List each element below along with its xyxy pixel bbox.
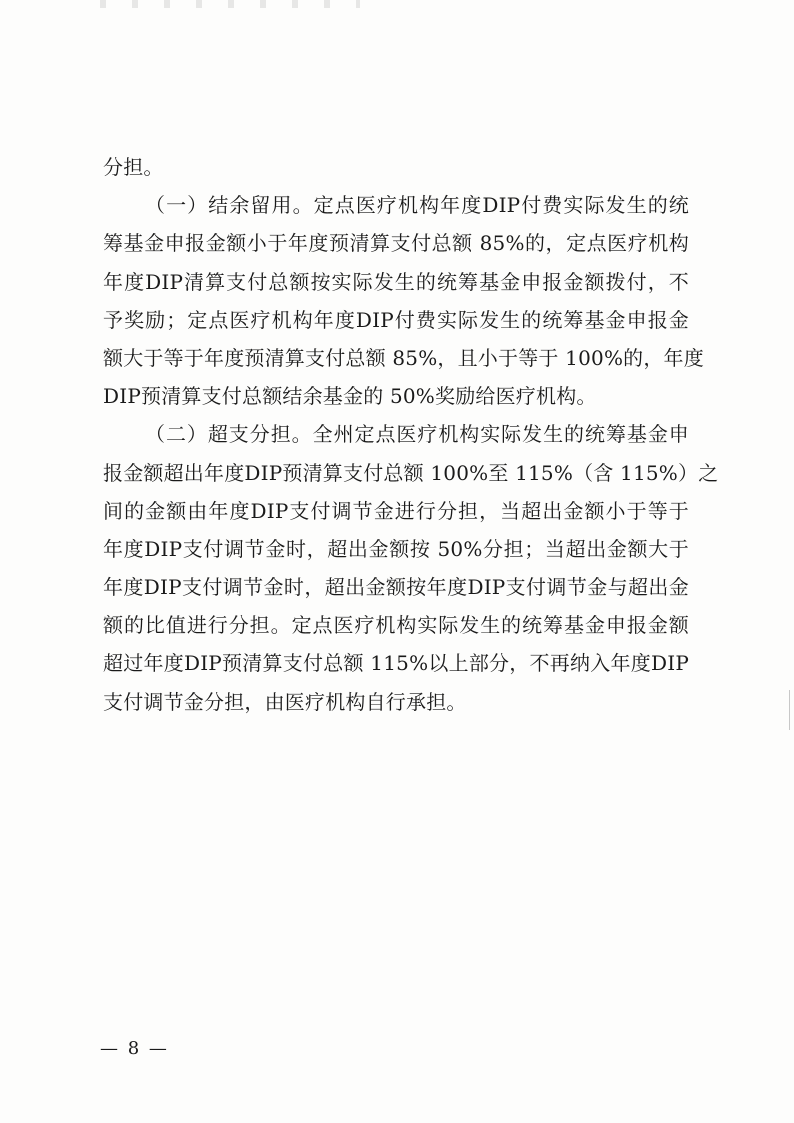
paragraph-line: 间的金额由年度DIP支付调节金进行分担，当超出金额小于等于: [103, 498, 689, 523]
paragraph-line: 筹基金申报金额小于年度预清算支付总额 85%的，定点医疗机构: [103, 231, 689, 256]
paragraph-line: （二）超支分担。全州定点医疗机构实际发生的统筹基金申: [145, 422, 689, 447]
body-text: [103, 148, 719, 721]
paragraph-line: （一）结余留用。定点医疗机构年度DIP付费实际发生的统: [145, 193, 689, 218]
paragraph-line: 予奖励；定点医疗机构年度DIP付费实际发生的统筹基金申报金: [103, 307, 689, 332]
paragraph-line: 年度DIP清算支付总额按实际发生的统筹基金申报金额拨付，不: [103, 269, 689, 294]
paragraph-line: 额的比值进行分担。定点医疗机构实际发生的统筹基金申报金额: [103, 613, 689, 638]
paragraph-line: 额大于等于年度预清算支付总额 85%，且小于等于 100%的，年度: [103, 345, 704, 370]
scan-top-marks: [100, 0, 360, 8]
paragraph-line: 支付调节金分担，由医疗机构自行承担。: [103, 689, 467, 714]
page-number: — 8 —: [100, 1038, 169, 1059]
paragraph-line: DIP预清算支付总额结余基金的 50%奖励给医疗机构。: [103, 384, 597, 409]
paragraph-line: 年度DIP支付调节金时，超出金额按 50%分担；当超出金额大于: [103, 536, 689, 561]
paragraph-line: 报金额超出年度DIP预清算支付总额 100%至 115%（含 115%）之: [103, 460, 719, 485]
paragraph-line: 年度DIP支付调节金时，超出金额按年度DIP支付调节金与超出金: [103, 575, 689, 600]
paragraph-line: 分担。: [103, 155, 164, 179]
paragraph-line: 超过年度DIP预清算支付总额 115%以上部分，不再纳入年度DIP: [103, 651, 689, 676]
scan-edge-mark: [789, 690, 790, 730]
